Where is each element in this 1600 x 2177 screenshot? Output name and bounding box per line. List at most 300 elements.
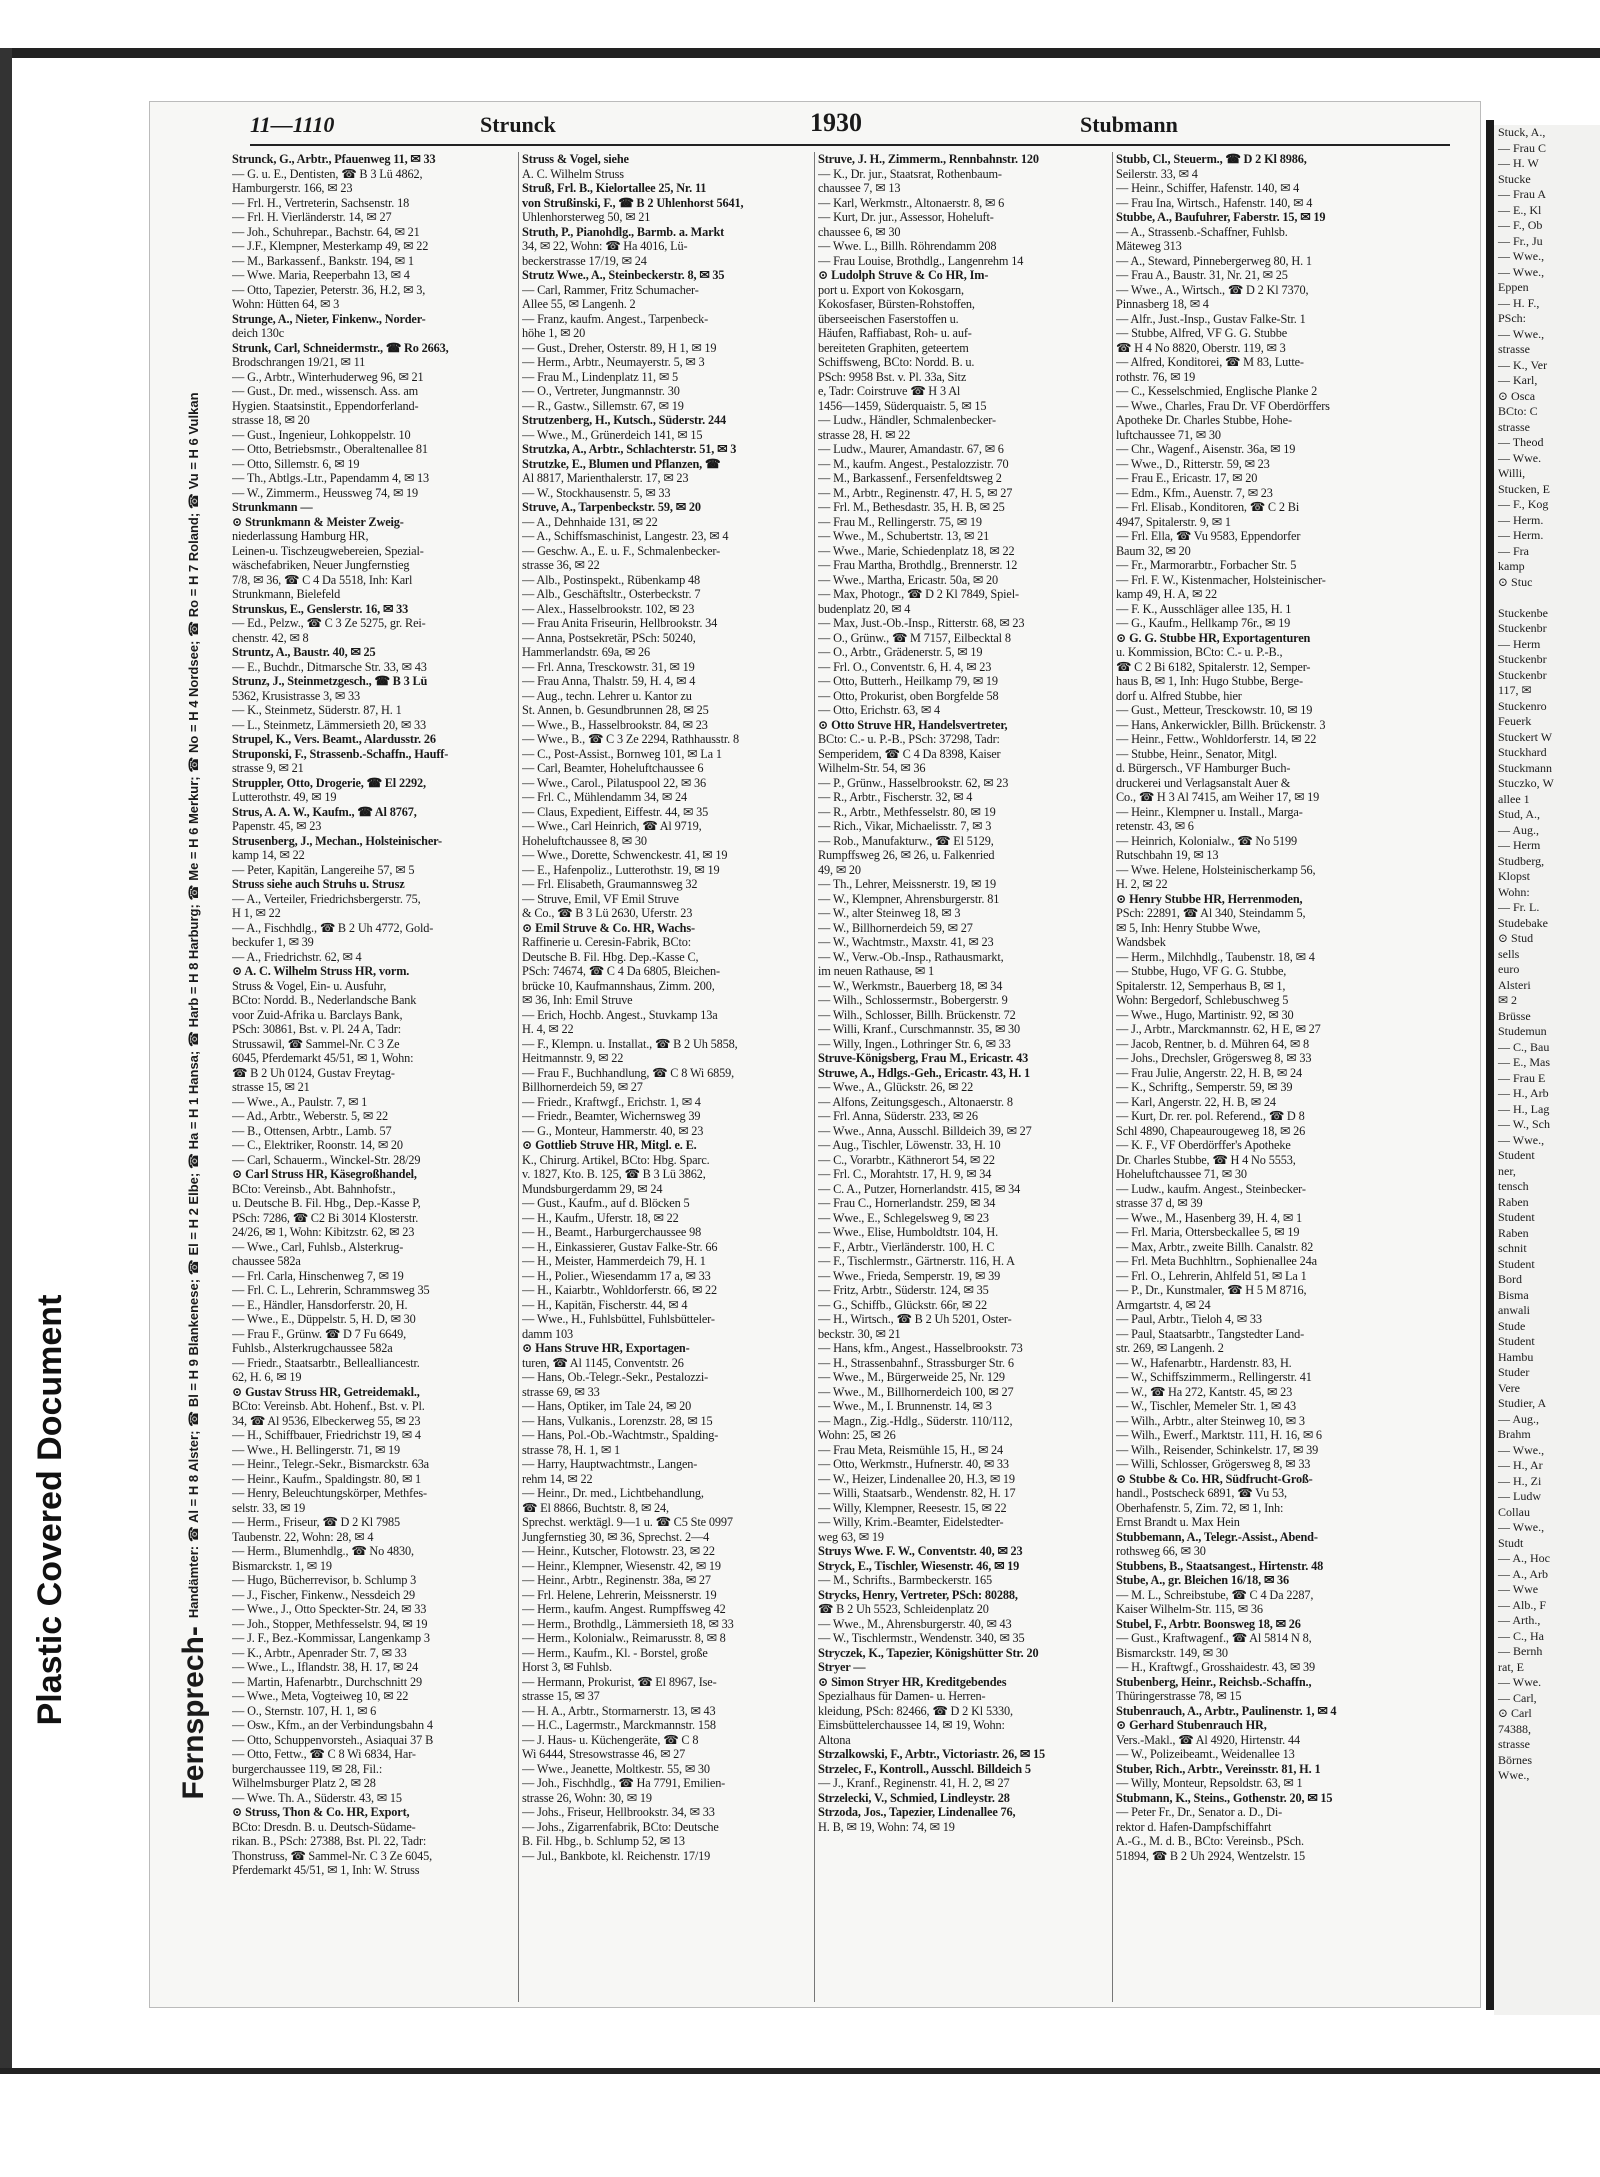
directory-entry-line: beckerstrasse 17/19, ✉ 24 bbox=[522, 253, 647, 268]
next-page-line: — Wwe., bbox=[1498, 1520, 1545, 1534]
directory-entry-line: — Wwe., A., Glückstr. 26, ✉ 22 bbox=[818, 1080, 974, 1094]
directory-entry-line: — E., Händler, Hansdorferstr. 20, H. bbox=[232, 1297, 408, 1312]
next-page-line: Student bbox=[1498, 1148, 1535, 1162]
directory-entry-line: 24/26, ✉ 1, Wohn: Kibitzstr. 62, ✉ 23 bbox=[232, 1225, 415, 1239]
directory-entry-line: — H., Kraftwgf., Grosshaidestr. 43, ✉ 39 bbox=[1116, 1660, 1315, 1674]
next-page-line: kamp bbox=[1498, 559, 1525, 573]
directory-entry-line: — Hans, Vulkanis., Lorenzstr. 28, ✉ 15 bbox=[522, 1413, 713, 1428]
directory-entry-line: Leinen-u. Tischzeugwebereien, Spezial- bbox=[232, 543, 424, 558]
directory-entry-line: Stubmann, K., Steins., Gothenstr. 20, ✉ 15 bbox=[1116, 1790, 1333, 1805]
directory-entry-line: Stuber, Rich., Arbtr., Vereinsstr. 81, H. 1 bbox=[1116, 1761, 1321, 1776]
directory-entry-line: BCto: Dresdn. B. u. Deutsch-Südame- bbox=[232, 1819, 416, 1834]
directory-entry-line: — F., Tischlermstr., Gärtnerstr. 116, H. A bbox=[818, 1254, 1015, 1268]
directory-entry-line: kleidung, PSch: 82466, ☎ D 2 Kl 5330, bbox=[818, 1703, 1013, 1718]
directory-entry-line: Uhlenhorsterweg 50, ✉ 21 bbox=[522, 210, 651, 224]
next-page-line: — A., Arb bbox=[1498, 1566, 1549, 1581]
directory-entry-line: — Magn., Zig.-Hdlg., Süderstr. 110/112, bbox=[818, 1413, 1013, 1428]
directory-entry-line: Strzalkowski, F., Arbtr., Victoriastr. 26, ✉ 15 bbox=[818, 1747, 1045, 1761]
directory-entry-line: Struth, P., Pianohdlg., Barmb. a. Markt bbox=[522, 224, 725, 239]
directory-entry-line: — Frl. F. W., Kistenmacher, Holsteinischer- bbox=[1116, 572, 1326, 587]
next-page-line: Klopst bbox=[1498, 869, 1531, 883]
directory-entry-line: handl., Postscheck 6891, ☎ Vu 53, bbox=[1116, 1486, 1287, 1500]
directory-entry-line: rektor d. Hafen-Dampfschiffahrt bbox=[1116, 1819, 1272, 1834]
directory-entry-line: — Heinr., Klempner, Wiesenstr. 42, ✉ 19 bbox=[522, 1558, 721, 1573]
directory-entry-line: — Wilh., Reisender, Schinkelstr. 17, ✉ 39 bbox=[1116, 1442, 1319, 1457]
directory-entry-line: — Edm., Kfm., Auenstr. 7, ✉ 23 bbox=[1116, 485, 1273, 500]
directory-entry-line: — Alex., Hasselbrookstr. 102, ✉ 23 bbox=[522, 601, 695, 616]
next-page-line: Stucken, E bbox=[1498, 481, 1550, 496]
next-page-line: — F., Kog bbox=[1498, 497, 1549, 511]
directory-entry-line: H 1, ✉ 22 bbox=[232, 906, 281, 920]
page-header bbox=[250, 108, 1450, 146]
directory-entry-line: — Herm., Friseur, ☎ D 2 Kl 7985 bbox=[232, 1515, 400, 1529]
next-page-line: anwali bbox=[1498, 1303, 1530, 1317]
directory-entry-line: Deutsche B. Fil. Hbg. Dep.-Kasse C, bbox=[522, 949, 699, 964]
next-page-line: — A., Hoc bbox=[1498, 1551, 1550, 1565]
directory-entry-line: Hamburgerstr. 166, ✉ 23 bbox=[232, 181, 353, 195]
directory-entry-line: — Friedr., Beamter, Wichernsweg 39 bbox=[522, 1109, 701, 1123]
next-page-line: rat, E bbox=[1498, 1659, 1524, 1674]
directory-entry-line: ☎ B 2 Uh 5523, Schleidenplatz 20 bbox=[818, 1602, 989, 1616]
directory-entry-line: Strzelecki, V., Schmied, Lindleystr. 28 bbox=[818, 1790, 1010, 1805]
next-page-line: Student bbox=[1498, 1256, 1535, 1271]
directory-entry-line: Strus, A. A. W., Kaufm., ☎ Al 8767, bbox=[232, 804, 417, 819]
directory-entry-line: Stryer — bbox=[818, 1660, 866, 1674]
next-page-line: — Wwe., bbox=[1498, 249, 1545, 263]
next-page-line: — Karl, bbox=[1498, 373, 1538, 387]
next-page-line: — H. F., bbox=[1498, 295, 1540, 310]
directory-entry-line: — Frl. Maria, Ottersbeckallee 5, ✉ 19 bbox=[1116, 1225, 1300, 1239]
next-page-line: — H. W bbox=[1498, 156, 1539, 170]
directory-entry-line: strasse 15, ✉ 37 bbox=[522, 1689, 600, 1703]
directory-entry-line: — Heinr., Fettw., Wohldorferstr. 14, ✉ 22 bbox=[1116, 732, 1317, 746]
directory-entry-line: — Heinr., Klempner u. Install., Marga- bbox=[1116, 804, 1303, 819]
directory-entry-line: — Gust., Dr. med., wissensch. Ass. am bbox=[232, 384, 419, 398]
directory-entry-line: — Heinr., Kutscher, Flotowstr. 23, ✉ 22 bbox=[522, 1544, 715, 1558]
directory-entry-line: d. Bürgersch., VF Hamburger Buch- bbox=[1116, 761, 1291, 775]
column-divider bbox=[1112, 152, 1113, 2002]
directory-entry-line: — Wwe., E., Schlegelsweg 9, ✉ 23 bbox=[818, 1210, 989, 1225]
directory-entry-line: ⊙ Carl Struss HR, Käsegroßhandel, bbox=[232, 1167, 417, 1181]
directory-entry-line: ✉ 5, Inh: Henry Stubbe Wwe, bbox=[1116, 920, 1261, 935]
directory-entry-line: 6045, Pferdemarkt 45/51, ✉ 1, Wohn: bbox=[232, 1051, 414, 1065]
directory-entry-line: Hygien. Staatsinstit., Eppendorferland- bbox=[232, 398, 419, 413]
directory-entry-line: — H., Schiffbauer, Friedrichstr 19, ✉ 4 bbox=[232, 1428, 421, 1442]
directory-entry-line: ☎ B 2 Uh 0124, Gustav Freytag- bbox=[232, 1065, 395, 1080]
directory-entry-line: — Ed., Pelzw., ☎ C 3 Ze 5275, gr. Rei- bbox=[232, 616, 426, 630]
directory-entry-line: — Frl. C., Morahtstr. 17, H. 9, ✉ 34 bbox=[818, 1167, 992, 1181]
directory-entry-line: Strunskus, E., Genslerstr. 16, ✉ 33 bbox=[232, 601, 409, 616]
directory-entry-line: 1456—1459, Süderquaistr. 5, ✉ 15 bbox=[818, 398, 987, 413]
directory-entry-line: 62, H. 6, ✉ 19 bbox=[232, 1370, 302, 1384]
directory-entry-line: — Ludw., Maurer, Amandastr. 67, ✉ 6 bbox=[818, 442, 1004, 456]
directory-entry-line: — Karl, Angerstr. 22, H. B, ✉ 24 bbox=[1116, 1094, 1276, 1109]
directory-column-1 bbox=[232, 152, 512, 2002]
directory-entry-line: Sprechst. werktägl. 9—1 u. ☎ C5 Ste 0997 bbox=[522, 1515, 733, 1529]
next-page-line: — Herm. bbox=[1498, 528, 1544, 542]
directory-entry-line: Struys Wwe. F. W., Conventstr. 40, ✉ 23 bbox=[818, 1544, 1023, 1558]
directory-entry-line: strasse 28, H. ✉ 22 bbox=[818, 427, 911, 442]
directory-entry-line: — Otto, Prokurist, oben Borgfelde 58 bbox=[818, 688, 999, 703]
directory-entry-line: — K. F., VF Oberdörffer's Apotheke bbox=[1116, 1138, 1291, 1152]
next-page-line: ⊙ Stud bbox=[1498, 931, 1534, 945]
directory-entry-line: — Wwe., H. Bellingerstr. 71, ✉ 19 bbox=[232, 1442, 401, 1457]
directory-entry-line: — Wwe., Frieda, Semperstr. 19, ✉ 39 bbox=[818, 1268, 1001, 1283]
directory-entry-line: — J. Haus- u. Küchengeräte, ☎ C 8 bbox=[522, 1732, 699, 1747]
directory-column-4 bbox=[1116, 152, 1396, 2002]
directory-entry-line: — Wwe. Th. A., Süderstr. 43, ✉ 15 bbox=[232, 1790, 402, 1805]
directory-entry-line: Jungfernstieg 30, ✉ 36, Sprechst. 2—4 bbox=[522, 1529, 710, 1544]
directory-entry-line: chaussee 7, ✉ 13 bbox=[818, 181, 901, 195]
directory-entry-line: — Kurt, Dr. jur., Assessor, Hoheluft- bbox=[818, 210, 994, 224]
directory-entry-line: voor Zuid-Afrika u. Barclays Bank, bbox=[232, 1007, 403, 1022]
directory-entry-line: — Wwe., Carl Heinrich, ☎ Al 9719, bbox=[522, 819, 702, 833]
directory-entry-line: — W., Heizer, Lindenallee 20, H.3, ✉ 19 bbox=[818, 1471, 1015, 1486]
directory-entry-line: — W., ☎ Ha 272, Kantstr. 45, ✉ 23 bbox=[1116, 1384, 1293, 1399]
directory-entry-line: — Frau Anna, Thalstr. 59, H. 4, ✉ 4 bbox=[522, 674, 696, 688]
scan-bottom-edge bbox=[0, 2068, 1600, 2074]
next-page-line: Studier, A bbox=[1498, 1396, 1547, 1410]
directory-entry-line: 51894, ☎ B 2 Uh 2924, Wentzelstr. 15 bbox=[1116, 1848, 1306, 1863]
directory-entry-line: BCto: Nordd. B., Nederlandsche Bank bbox=[232, 993, 417, 1007]
directory-entry-line: — Wwe., L., Iflandstr. 38, H. 17, ✉ 24 bbox=[232, 1660, 419, 1674]
directory-entry-line: — Frau Meta, Reismühle 15, H., ✉ 24 bbox=[818, 1442, 1004, 1457]
directory-entry-line: u. Kommission, BCto: C.- u. P.-B., bbox=[1116, 645, 1283, 659]
directory-entry-line: — Frl. H. Vierländerstr. 14, ✉ 27 bbox=[232, 210, 392, 224]
next-page-line: — Bernh bbox=[1498, 1644, 1543, 1658]
directory-entry-line: — J., Fischer, Finkenw., Nessdeich 29 bbox=[232, 1587, 416, 1602]
directory-entry-line: — Alfred, Konditorei, ☎ M 83, Lutte- bbox=[1116, 355, 1304, 369]
directory-entry-line: — Wwe., M., Hasenberg 39, H. 4, ✉ 1 bbox=[1116, 1210, 1302, 1225]
directory-entry-line: ⊙ Gustav Struss HR, Getreidemakl., bbox=[232, 1384, 420, 1399]
directory-entry-line: — M., Schrifts., Barmbeckerstr. 165 bbox=[818, 1573, 993, 1587]
directory-entry-line: — Otto, Betriebsmstr., Oberaltenallee 81 bbox=[232, 442, 428, 456]
directory-entry-line: turen, ☎ Al 1145, Conventstr. 26 bbox=[522, 1355, 684, 1370]
directory-entry-line: Kaiser Wilhelm-Str. 115, ✉ 36 bbox=[1116, 1602, 1263, 1616]
directory-entry-line: — Fr., Marmorarbtr., Forbacher Str. 5 bbox=[1116, 558, 1297, 572]
directory-entry-line: — W., Schiffszimmerm., Rellingerstr. 41 bbox=[1116, 1370, 1312, 1384]
directory-entry-line: — C., Elektriker, Roonstr. 14, ✉ 20 bbox=[232, 1138, 403, 1152]
next-page-line: schnit bbox=[1498, 1241, 1527, 1255]
directory-entry-line: — J., Arbtr., Marckmannstr. 62, H E, ✉ 27 bbox=[1116, 1022, 1321, 1036]
directory-entry-line: — H., Einkassierer, Gustav Falke-Str. 66 bbox=[522, 1239, 718, 1254]
directory-entry-line: — H., Kapitän, Fischerstr. 44, ✉ 4 bbox=[522, 1297, 688, 1312]
directory-entry-line: Al 8817, Marienthalerstr. 17, ✉ 23 bbox=[522, 471, 689, 485]
directory-entry-line: H. B, ✉ 19, Wohn: 74, ✉ 19 bbox=[818, 1819, 955, 1834]
directory-entry-line: kamp 14, ✉ 22 bbox=[232, 848, 305, 862]
next-page-line: — Carl, bbox=[1498, 1690, 1537, 1705]
directory-entry-line: Altona bbox=[818, 1732, 851, 1747]
directory-entry-line: BCto: Vereinsb. Abt. Hohenf., Bst. v. Pl. bbox=[232, 1399, 425, 1413]
directory-entry-line: — Claus, Expedient, Eiffestr. 44, ✉ 35 bbox=[522, 804, 709, 819]
directory-entry-line: — P., Dr., Kunstmaler, ☎ H 5 M 8716, bbox=[1116, 1283, 1307, 1297]
directory-entry-line: niederlassung Hamburg HR, bbox=[232, 529, 369, 543]
next-page-line: Alsteri bbox=[1498, 977, 1531, 992]
directory-entry-line: beckstr. 30, ✉ 21 bbox=[818, 1326, 901, 1341]
directory-entry-line: Mäteweg 313 bbox=[1116, 239, 1182, 253]
directory-entry-line: — Hans, Pol.-Ob.-Wachtmstr., Spalding- bbox=[522, 1428, 719, 1442]
directory-entry-line: — A., Schiffsmaschinist, Langestr. 23, ✉ 4 bbox=[522, 529, 729, 543]
directory-entry-line: — W., Klempner, Ahrensburgerstr. 81 bbox=[818, 891, 1000, 906]
directory-entry-line: Strunk, Carl, Schneidermstr., ☎ Ro 2663, bbox=[232, 340, 449, 355]
directory-entry-line: — E., Hafenpoliz., Lutterothstr. 19, ✉ 19 bbox=[522, 862, 720, 877]
directory-entry-line: — Alfr., Just.-Insp., Gustav Falke-Str. 1 bbox=[1116, 311, 1306, 326]
next-page-line: ⊙ Osca bbox=[1498, 388, 1536, 403]
directory-entry-line: — Max, Just.-Ob.-Insp., Ritterstr. 68, ✉ 23 bbox=[818, 616, 1025, 630]
directory-entry-line: Strunck, G., Arbtr., Pfauenweg 11, ✉ 33 bbox=[232, 152, 436, 166]
directory-entry-line: — Frau C., Hornerlandstr. 259, ✉ 34 bbox=[818, 1196, 996, 1210]
directory-entry-line: — C., Post-Assist., Bornweg 101, ✉ La 1 bbox=[522, 746, 722, 761]
directory-entry-line: — Franz, kaufm. Angest., Tarpenbeck- bbox=[522, 311, 709, 326]
directory-entry-line: Heitmannstr. 9, ✉ 22 bbox=[522, 1051, 624, 1065]
directory-entry-line: rehm 14, ✉ 22 bbox=[522, 1471, 593, 1486]
directory-entry-line: — Ad., Arbtr., Weberstr. 5, ✉ 22 bbox=[232, 1109, 388, 1123]
directory-entry-line: v. 1827, Kto. B. 125, ☎ B 3 Lü 3862, bbox=[522, 1167, 706, 1181]
directory-entry-line: Struve, A., Tarpenbeckstr. 59, ✉ 20 bbox=[522, 500, 701, 514]
directory-entry-line: — Herm., Milchhdlg., Taubenstr. 18, ✉ 4 bbox=[1116, 949, 1315, 964]
directory-entry-line: — Frau F., Buchhandlung, ☎ C 8 Wi 6859, bbox=[522, 1065, 735, 1080]
directory-entry-line: — Carl, Beamter, Hoheluftchaussee 6 bbox=[522, 761, 704, 775]
directory-entry-line: — Wwe., Carl, Fuhlsb., Alsterkrug- bbox=[232, 1239, 404, 1254]
directory-entry-line: — H. A., Arbtr., Stormarnerstr. 13, ✉ 43 bbox=[522, 1703, 716, 1718]
directory-entry-line: Taubenstr. 22, Wohn: 28, ✉ 4 bbox=[232, 1529, 374, 1544]
directory-entry-line: — Otto, Sillemstr. 6, ✉ 19 bbox=[232, 456, 360, 471]
directory-entry-line: — Stubbe, Alfred, VF G. G. Stubbe bbox=[1116, 326, 1288, 340]
next-page-line: — Alb., F bbox=[1498, 1597, 1547, 1612]
directory-entry-line: A.-G., M. d. B., BCto: Vereinsb., PSch. bbox=[1116, 1834, 1304, 1848]
directory-entry-line: — Max, Photogr., ☎ D 2 Kl 7849, Spiel- bbox=[818, 587, 1019, 601]
directory-entry-line: — Wwe., Dorette, Schwenckestr. 41, ✉ 19 bbox=[522, 848, 728, 862]
directory-entry-line: Spezialhaus für Damen- u. Herren- bbox=[818, 1689, 986, 1703]
next-page-line: — E., Kl bbox=[1498, 202, 1542, 217]
directory-entry-line: & Co., ☎ B 3 Lü 2630, Uferstr. 23 bbox=[522, 906, 693, 920]
directory-entry-line: strasse 26, Wohn: 30, ✉ 19 bbox=[522, 1790, 652, 1805]
directory-column-3 bbox=[818, 152, 1098, 2002]
directory-entry-line: — M., Barkassenf., Fersenfeldtsweg 2 bbox=[818, 471, 1002, 485]
directory-entry-line: — Friedr., Staatsarbtr., Bellealliancestr. bbox=[232, 1355, 420, 1370]
directory-entry-line: — Johs., Zigarrenfabrik, BCto: Deutsche bbox=[522, 1819, 719, 1834]
directory-entry-line: PSch: 9958 Bst. v. Pl. 33a, Sitz bbox=[818, 369, 967, 384]
directory-entry-line: — Otto, Fettw., ☎ C 8 Wi 6834, Har- bbox=[232, 1747, 416, 1761]
scan-left-edge bbox=[0, 48, 12, 2074]
directory-entry-line: ⊙ Gerhard Stubenrauch HR, bbox=[1116, 1718, 1267, 1732]
plastic-covered-label: Plastic Covered Document bbox=[31, 1294, 69, 1726]
directory-entry-line: — Wwe., Anna, Ausschl. Billdeich 39, ✉ 27 bbox=[818, 1123, 1032, 1138]
directory-entry-line: weg 63, ✉ 19 bbox=[818, 1529, 884, 1544]
directory-entry-line: — Wwe., M., Schubertstr. 13, ✉ 21 bbox=[818, 529, 990, 543]
directory-entry-line: Lutterothstr. 49, ✉ 19 bbox=[232, 790, 337, 804]
directory-entry-line: ⊙ G. G. Stubbe HR, Exportagenturen bbox=[1116, 630, 1311, 645]
next-page-line: ⊙ Carl bbox=[1498, 1706, 1532, 1720]
directory-entry-line: H. 4, ✉ 22 bbox=[522, 1022, 574, 1036]
next-page-line: — Wwe., bbox=[1498, 1442, 1545, 1457]
directory-entry-line: Stubenrauch, A., Arbtr., Paulinenstr. 1, ✉ 4 bbox=[1116, 1703, 1337, 1718]
directory-entry-line: — Wwe., M., Grünerdeich 141, ✉ 15 bbox=[522, 427, 703, 442]
directory-entry-line: — R., Arbtr., Methfesselstr. 80, ✉ 19 bbox=[818, 804, 996, 819]
directory-entry-line: — Hans, Ankerwickler, Billh. Brückenstr. 3 bbox=[1116, 717, 1326, 732]
directory-entry-line: — Herm., kaufm. Angest. Rumpffsweg 42 bbox=[522, 1602, 726, 1616]
directory-entry-line: — Frl. O., Conventstr. 6, H. 4, ✉ 23 bbox=[818, 659, 992, 674]
directory-entry-line: — Paul, Staatsarbtr., Tangstedter Land- bbox=[1116, 1326, 1305, 1341]
directory-entry-line: Mundsburgerdamm 29, ✉ 24 bbox=[522, 1181, 663, 1196]
directory-entry-line: — Willi, Kranf., Curschmannstr. 35, ✉ 30 bbox=[818, 1022, 1021, 1036]
directory-entry-line: — Th., Lehrer, Meissnerstr. 19, ✉ 19 bbox=[818, 877, 997, 891]
directory-entry-line: strasse 69, ✉ 33 bbox=[522, 1384, 600, 1399]
directory-entry-line: — F., Klempn. u. Installat., ☎ B 2 Uh 5858, bbox=[522, 1036, 738, 1051]
directory-entry-line: — Johs., Friseur, Hellbrookstr. 34, ✉ 33 bbox=[522, 1805, 715, 1819]
directory-entry-line: Strunkmann, Bielefeld bbox=[232, 587, 341, 601]
directory-entry-line: strasse 9, ✉ 21 bbox=[232, 761, 304, 775]
directory-entry-line: str. 269, ✉ Langenh. 2 bbox=[1116, 1341, 1224, 1355]
next-page-line: — Fr., Ju bbox=[1498, 233, 1543, 248]
directory-entry-line: — Wwe., Jeanette, Moltkestr. 55, ✉ 30 bbox=[522, 1761, 710, 1776]
directory-entry-line: — Kurt, Dr. rer. pol. Referend., ☎ D 8 bbox=[1116, 1109, 1305, 1123]
next-page-line: Wohn: bbox=[1498, 884, 1530, 899]
directory-entry-line: — W., Billhornerdeich 59, ✉ 27 bbox=[818, 920, 973, 935]
directory-entry-line: — Wwe., M., Billhornerdeich 100, ✉ 27 bbox=[818, 1384, 1014, 1399]
directory-entry-line: — W., Polizeibeamt., Weidenallee 13 bbox=[1116, 1747, 1295, 1761]
directory-entry-line: — Herm., Blumenhdlg., ☎ No 4830, bbox=[232, 1544, 414, 1558]
directory-entry-line: Dr. Charles Stubbe, ☎ H 4 No 5553, bbox=[1116, 1152, 1296, 1167]
directory-entry-line: — W., Stockhausenstr. 5, ✉ 33 bbox=[522, 485, 671, 500]
directory-entry-line: ⊙ Simon Stryer HR, Kreditgebendes bbox=[818, 1674, 1007, 1689]
next-page-line bbox=[1494, 590, 1600, 606]
directory-entry-line: — Otto, Erichstr. 63, ✉ 4 bbox=[818, 703, 940, 717]
next-page-line: — Wwe., bbox=[1498, 264, 1545, 279]
next-page-line: Stuczko, W bbox=[1498, 776, 1554, 790]
next-page-line: Stuckmann bbox=[1498, 760, 1552, 775]
directory-entry-line: PSch: 22891, ☎ Al 340, Steindamm 5, bbox=[1116, 906, 1306, 920]
directory-entry-line: ☎ El 8866, Buchtstr. 8, ✉ 24, bbox=[522, 1500, 669, 1515]
next-page-line: ⊙ Stuc bbox=[1498, 574, 1533, 589]
next-page-line: Stude bbox=[1498, 1318, 1526, 1333]
directory-entry-line: Wilhelm-Str. 54, ✉ 36 bbox=[818, 761, 926, 775]
next-page-line: Studt bbox=[1498, 1535, 1524, 1550]
next-page-line: — Herm bbox=[1498, 636, 1541, 651]
directory-entry-line: — Heinr., Kaufm., Spaldingstr. 80, ✉ 1 bbox=[232, 1471, 422, 1486]
directory-entry-line: — Wwe., Meta, Vogteiweg 10, ✉ 22 bbox=[232, 1689, 409, 1703]
directory-entry-line: — Frl. C., Mühlendamm 34, ✉ 24 bbox=[522, 790, 687, 804]
directory-entry-line: — Frl. Anna, Süderstr. 233, ✉ 26 bbox=[818, 1109, 978, 1123]
directory-entry-line: A. C. Wilhelm Struss bbox=[522, 166, 624, 181]
directory-entry-line: — F. K., Ausschläger allee 135, H. 1 bbox=[1116, 601, 1292, 616]
directory-entry-line: Strzoda, Jos., Tapezier, Lindenallee 76, bbox=[818, 1805, 1016, 1819]
next-page-line: — F., Ob bbox=[1498, 218, 1543, 232]
directory-entry-line: — Frau M., Lindenplatz 11, ✉ 5 bbox=[522, 369, 678, 384]
directory-entry-line: — Martin, Hafenarbtr., Durchschnitt 29 bbox=[232, 1674, 422, 1689]
directory-entry-line: — Frl. Elisab., Konditoren, ☎ C 2 Bi bbox=[1116, 500, 1300, 514]
directory-entry-line: — Gust., Kraftwagenf., ☎ Al 5814 N 8, bbox=[1116, 1631, 1312, 1645]
directory-entry-line: im neuen Rathause, ✉ 1 bbox=[818, 964, 934, 978]
directory-entry-line: — Alb., Geschäftsltr., Osterbeckstr. 7 bbox=[522, 587, 701, 601]
next-page-line: — Frau E bbox=[1498, 1070, 1546, 1085]
directory-entry-line: — Willi, Schlosser, Grögersweg 8, ✉ 33 bbox=[1116, 1457, 1311, 1471]
directory-entry-line: — Otto, Butterh., Heilkamp 79, ✉ 19 bbox=[818, 674, 998, 688]
next-page-line: Willi, bbox=[1498, 466, 1526, 480]
directory-entry-line: — Frau Martha, Brothdlg., Brennerstr. 12 bbox=[818, 558, 1018, 572]
next-page-line: Brüsse bbox=[1498, 1008, 1531, 1023]
directory-entry-line: PSch: 74674, ☎ C 4 Da 6805, Bleichen- bbox=[522, 964, 720, 978]
directory-entry-line: — A., Verteiler, Friedrichsbergerstr. 75, bbox=[232, 891, 421, 906]
directory-entry-line: 34, ✉ 22, Wohn: ☎ Ha 4016, Lü- bbox=[522, 239, 688, 253]
directory-entry-line: — Alb., Postinspekt., Rübenkamp 48 bbox=[522, 572, 700, 587]
directory-entry-line: Stube, A., gr. Bleichen 16/18, ✉ 36 bbox=[1116, 1573, 1290, 1587]
next-page-line: Stuckenbe bbox=[1498, 605, 1548, 620]
book-gutter bbox=[1486, 120, 1494, 2010]
directory-entry-line: — Wilh., Ewerf., Marktstr. 111, H. 16, ✉ 6 bbox=[1116, 1428, 1322, 1442]
directory-entry-line: — Stubbe, Hugo, VF G. G. Stubbe, bbox=[1116, 964, 1287, 978]
directory-entry-line: — Harry, Hauptwachtmstr., Langen- bbox=[522, 1457, 698, 1471]
directory-entry-line: retenstr. 43, ✉ 6 bbox=[1116, 819, 1194, 833]
directory-entry-line: von Strußinski, F., ☎ B 2 Uhlenhorst 5641, bbox=[522, 195, 744, 210]
next-page-line: — K., Ver bbox=[1498, 357, 1548, 372]
directory-entry-line: Horst 3, ✉ Fuhlsb. bbox=[522, 1660, 612, 1674]
directory-entry-line: — Carl, Rammer, Fritz Schumacher- bbox=[522, 282, 699, 297]
directory-entry-line: — O., Vertreter, Jungmannstr. 30 bbox=[522, 384, 680, 398]
next-page-line: 74388, bbox=[1498, 1721, 1531, 1736]
next-page-line: — Fr. L. bbox=[1498, 900, 1540, 914]
directory-entry-line: — W., Tischlermstr., Wendenstr. 340, ✉ 35 bbox=[818, 1631, 1025, 1645]
directory-entry-line: — Karl, Werkmstr., Altonaerstr. 8, ✉ 6 bbox=[818, 195, 1005, 210]
directory-entry-line: — Anna, Postsekretär, PSch: 50240, bbox=[522, 630, 696, 645]
directory-entry-line: kamp 49, H. A, ✉ 22 bbox=[1116, 587, 1218, 601]
directory-entry-line: — Frl. Carla, Hinschenweg 7, ✉ 19 bbox=[232, 1268, 404, 1283]
directory-entry-line: — Gust., Ingenieur, Lohkoppelstr. 10 bbox=[232, 427, 411, 442]
directory-entry-line: — Peter Fr., Dr., Senator a. D., Di- bbox=[1116, 1805, 1283, 1819]
directory-entry-line: Wilhelmsburger Platz 2, ✉ 28 bbox=[232, 1776, 376, 1790]
directory-entry-line: Oberhafenstr. 5, Zim. 72, ✉ 1, Inh: bbox=[1116, 1500, 1284, 1515]
directory-entry-line: — W., alter Steinweg 18, ✉ 3 bbox=[818, 906, 961, 920]
directory-entry-line: Strutzka, A., Arbtr., Schlachterstr. 51, ✉ 3 bbox=[522, 442, 737, 456]
directory-entry-line: Strusenberg, J., Mechan., Holsteinischer- bbox=[232, 833, 442, 848]
directory-entry-line: — G., Monteur, Hammerstr. 40, ✉ 23 bbox=[522, 1123, 704, 1138]
directory-entry-line: Billhornerdeich 59, ✉ 27 bbox=[522, 1080, 643, 1094]
next-page-line: — H., Lag bbox=[1498, 1101, 1550, 1116]
directory-entry-line: — Geschw. A., E. u. F., Schmalenbecker- bbox=[522, 543, 721, 558]
directory-entry-line: — O., Arbtr., Grädenerstr. 5, ✉ 19 bbox=[818, 645, 983, 659]
directory-entry-line: St. Annen, b. Gesundbrunnen 28, ✉ 25 bbox=[522, 703, 709, 717]
directory-entry-line: — J., Kranf., Reginenstr. 41, H. 2, ✉ 27 bbox=[818, 1776, 1010, 1790]
next-page-line: Raben bbox=[1498, 1225, 1529, 1240]
directory-entry-line: — C., Kesselschmied, Englische Planke 2 bbox=[1116, 384, 1318, 398]
directory-entry-line: Semperidem, ☎ C 4 Da 8398, Kaiser bbox=[818, 746, 1001, 761]
directory-entry-line: — Frl. Anna, Tresckowstr. 31, ✉ 19 bbox=[522, 659, 695, 674]
directory-entry-line: Häufen, Raffiabast, Roh- u. auf- bbox=[818, 326, 972, 340]
next-page-line: — Wwe bbox=[1498, 1582, 1539, 1596]
directory-entry-line: — Frau Ina, Wirtsch., Hafenstr. 140, ✉ 4 bbox=[1116, 195, 1313, 210]
next-page-line: allee 1 bbox=[1498, 791, 1530, 806]
directory-entry-line: — W., Verw.-Ob.-Insp., Rathausmarkt, bbox=[818, 949, 1004, 964]
directory-entry-line: — H., Kaufm., Uferstr. 18, ✉ 22 bbox=[522, 1210, 679, 1225]
directory-entry-line: — E., Buchdr., Ditmarsche Str. 33, ✉ 43 bbox=[232, 659, 427, 674]
directory-entry-line: — Wwe., Martha, Ericastr. 50a, ✉ 20 bbox=[818, 572, 999, 587]
next-page-line: — H., Ar bbox=[1498, 1458, 1543, 1472]
directory-entry-line: haus B, ✉ 1, Inh: Hugo Stubbe, Berge- bbox=[1116, 674, 1303, 688]
directory-entry-line: budenplatz 20, ✉ 4 bbox=[818, 601, 911, 616]
directory-entry-line: — Alfons, Zeitungsgesch., Altonaerstr. 8 bbox=[818, 1094, 1013, 1109]
directory-entry-line: Stubbens, B., Staatsangest., Hirtenstr. 48 bbox=[1116, 1558, 1324, 1573]
directory-entry-line: Hoheluftchaussee 8, ✉ 30 bbox=[522, 833, 647, 848]
directory-entry-line: — J. F., Bez.-Kommissar, Langenkamp 3 bbox=[232, 1631, 430, 1645]
phone-exchange-band bbox=[166, 362, 226, 1832]
header-year: 1930 bbox=[810, 108, 862, 137]
directory-entry-line: 49, ✉ 20 bbox=[818, 862, 861, 877]
directory-entry-line: — Hans, Ob.-Telegr.-Sekr., Pestalozzi- bbox=[522, 1370, 709, 1384]
directory-entry-line: — A., Friedrichstr. 62, ✉ 4 bbox=[232, 949, 362, 964]
next-page-line: Student bbox=[1498, 1334, 1535, 1348]
directory-entry-line: chaussee 582a bbox=[232, 1254, 301, 1268]
next-page-line: Brahm bbox=[1498, 1427, 1531, 1441]
